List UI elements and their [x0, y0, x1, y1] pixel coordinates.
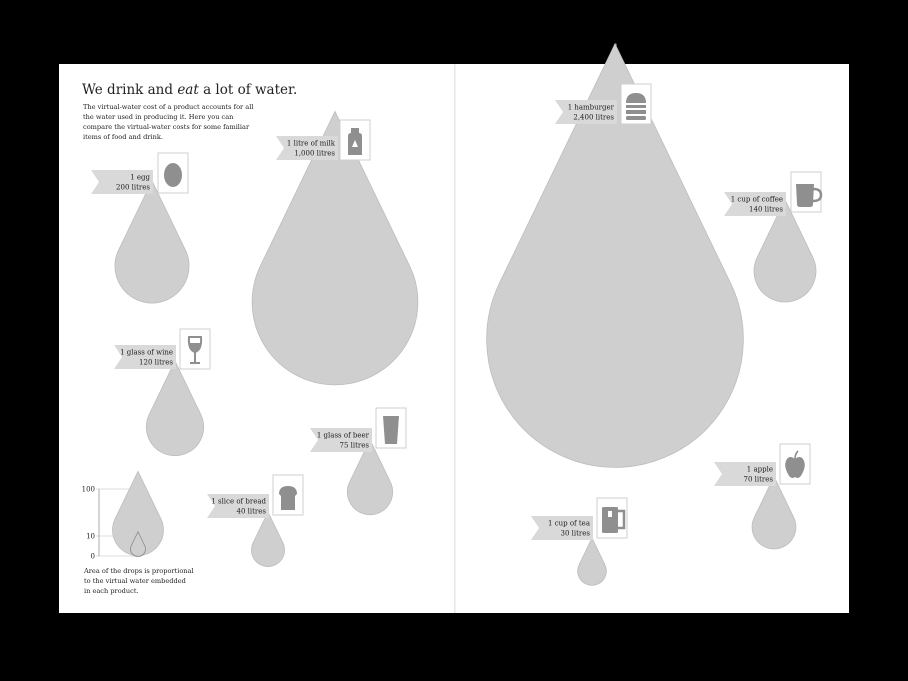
water-drop — [752, 477, 796, 549]
item-label: 1 egg — [130, 173, 150, 182]
drop-item — [114, 329, 210, 456]
item-label: 1 litre of milk — [286, 139, 335, 148]
egg-icon — [164, 163, 182, 187]
beer-glass-icon — [383, 416, 399, 444]
drop-item — [252, 111, 418, 384]
item-value: 30 litres — [560, 529, 590, 538]
drop-item — [207, 475, 303, 567]
water-drop — [251, 512, 284, 567]
item-label: 1 glass of beer — [316, 431, 369, 440]
title-part-1: We drink and — [82, 82, 178, 98]
item-value: 140 litres — [749, 205, 783, 214]
water-drop — [115, 181, 189, 303]
item-label: 1 cup of tea — [548, 519, 590, 528]
item-label: 1 hamburger — [567, 103, 614, 112]
legend-drop-large — [113, 471, 164, 555]
bread-slice-icon — [279, 486, 297, 510]
legend-scale — [82, 471, 164, 560]
item-value: 200 litres — [116, 183, 150, 192]
legend-note: Area of the drops is proportional to the virtual water embedded in each product. — [84, 567, 194, 595]
title-emphasis: eat — [177, 82, 199, 98]
drop-item — [531, 498, 627, 585]
scale-tick-label: 100 — [81, 485, 95, 494]
item-value: 75 litres — [339, 441, 369, 450]
water-drop — [146, 361, 203, 456]
intro-text: The virtual-water cost of a product accounts for all the water used in producing it. Here you can compare the virtual-water costs for some familiar items of food and drink. — [83, 103, 254, 141]
title-part-2: a lot of water. — [198, 82, 298, 98]
drop-item — [714, 444, 810, 549]
item-value: 40 litres — [236, 507, 266, 516]
drop-item — [310, 408, 406, 515]
item-label: 1 cup of coffee — [730, 195, 783, 204]
item-label: 1 slice of bread — [211, 497, 266, 506]
drop-item — [91, 153, 189, 303]
water-drop — [578, 538, 607, 585]
item-value: 70 litres — [743, 475, 773, 484]
drop-item — [724, 172, 821, 302]
drop-item — [487, 44, 744, 468]
scale-tick-label: 0 — [90, 552, 95, 561]
item-value: 2,400 litres — [573, 113, 614, 122]
item-label: 1 glass of wine — [120, 348, 173, 357]
scale-tick-label: 10 — [86, 532, 95, 541]
item-value: 1,000 litres — [294, 149, 335, 158]
item-value: 120 litres — [139, 358, 173, 367]
item-label: 1 apple — [746, 465, 773, 474]
